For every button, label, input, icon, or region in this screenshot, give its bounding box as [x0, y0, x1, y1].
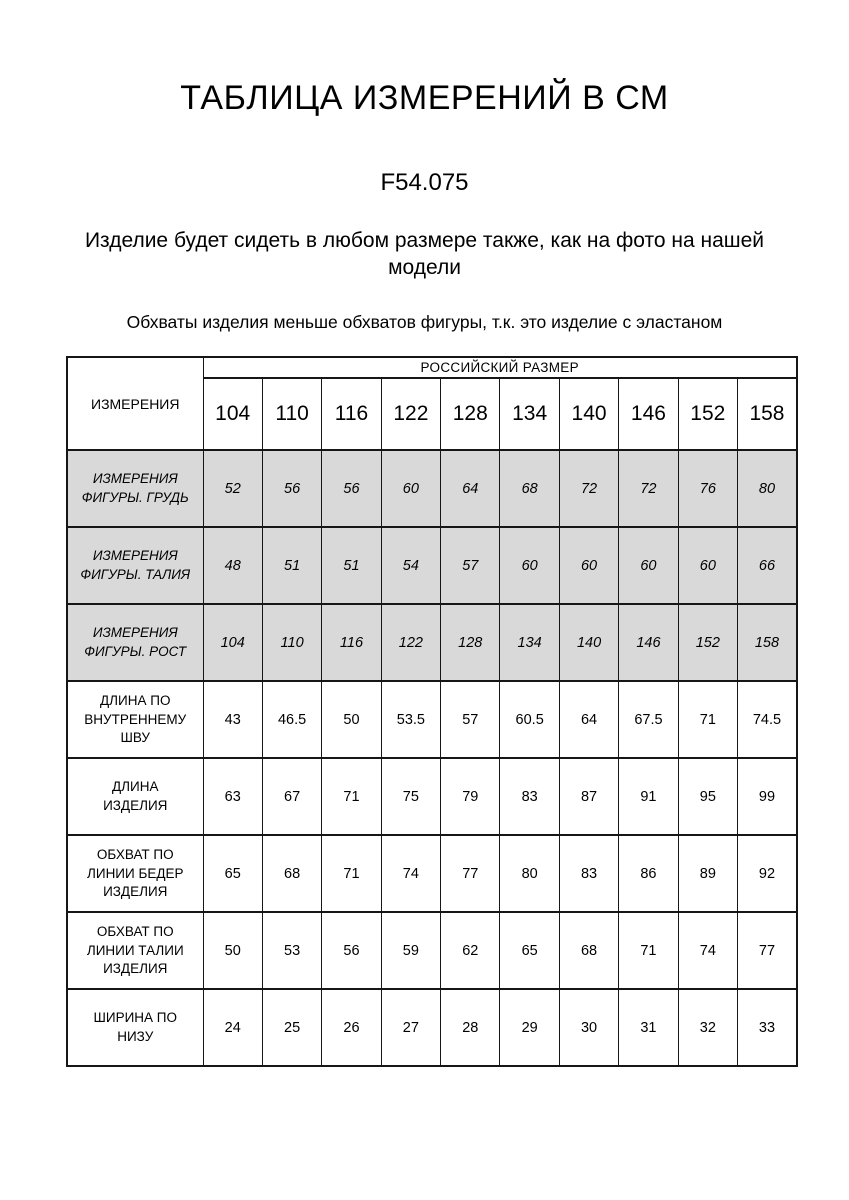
cell-value: 29	[500, 989, 559, 1066]
measurements-table	[66, 356, 798, 1067]
cell-value: 50	[203, 912, 262, 989]
cell-value: 33	[738, 989, 797, 1066]
cell-value: 89	[678, 835, 737, 912]
cell-value: 62	[441, 912, 500, 989]
cell-value: 59	[381, 912, 440, 989]
measurements-corner-header: ИЗМЕРЕНИЯ	[67, 357, 203, 450]
table-row	[67, 604, 797, 681]
row-label: ИЗМЕРЕНИЯ ФИГУРЫ. РОСТ	[67, 604, 203, 681]
cell-value: 25	[262, 989, 321, 1066]
cell-value: 53	[262, 912, 321, 989]
row-label: ДЛИНА ПО ВНУТРЕННЕМУ ШВУ	[67, 681, 203, 758]
cell-value: 60	[559, 527, 618, 604]
cell-value: 140	[559, 604, 618, 681]
cell-value: 63	[203, 758, 262, 835]
cell-value: 71	[619, 912, 678, 989]
size-header: 104	[203, 378, 262, 450]
cell-value: 68	[559, 912, 618, 989]
cell-value: 76	[678, 450, 737, 527]
cell-value: 83	[559, 835, 618, 912]
cell-value: 52	[203, 450, 262, 527]
cell-value: 146	[619, 604, 678, 681]
cell-value: 71	[678, 681, 737, 758]
page-title: ТАБЛИЦА ИЗМЕРЕНИЙ В СМ	[180, 79, 669, 117]
size-header: 152	[678, 378, 737, 450]
cell-value: 83	[500, 758, 559, 835]
cell-value: 87	[559, 758, 618, 835]
cell-value: 46.5	[262, 681, 321, 758]
cell-value: 152	[678, 604, 737, 681]
cell-value: 54	[381, 527, 440, 604]
cell-value: 66	[738, 527, 797, 604]
cell-value: 95	[678, 758, 737, 835]
table-row	[67, 835, 797, 912]
row-label: ШИРИНА ПО НИЗУ	[67, 989, 203, 1066]
cell-value: 122	[381, 604, 440, 681]
cell-value: 56	[262, 450, 321, 527]
cell-value: 51	[322, 527, 381, 604]
cell-value: 65	[500, 912, 559, 989]
table-row	[67, 989, 797, 1066]
cell-value: 56	[322, 912, 381, 989]
cell-value: 28	[441, 989, 500, 1066]
cell-value: 67.5	[619, 681, 678, 758]
cell-value: 31	[619, 989, 678, 1066]
fit-note: Изделие будет сидеть в любом размере также, как на фото на нашей модели	[84, 228, 765, 280]
cell-value: 60.5	[500, 681, 559, 758]
cell-value: 86	[619, 835, 678, 912]
cell-value: 71	[322, 835, 381, 912]
cell-value: 77	[738, 912, 797, 989]
cell-value: 60	[381, 450, 440, 527]
cell-value: 24	[203, 989, 262, 1066]
cell-value: 56	[322, 450, 381, 527]
size-header: 122	[381, 378, 440, 450]
table-row	[67, 912, 797, 989]
row-label: ОБХВАТ ПО ЛИНИИ ТАЛИИ ИЗДЕЛИЯ	[67, 912, 203, 989]
cell-value: 104	[203, 604, 262, 681]
cell-value: 67	[262, 758, 321, 835]
cell-value: 51	[262, 527, 321, 604]
cell-value: 71	[322, 758, 381, 835]
russian-size-header: РОССИЙСКИЙ РАЗМЕР	[203, 357, 797, 378]
cell-value: 64	[559, 681, 618, 758]
cell-value: 110	[262, 604, 321, 681]
size-header: 128	[441, 378, 500, 450]
cell-value: 68	[500, 450, 559, 527]
row-label: ИЗМЕРЕНИЯ ФИГУРЫ. ТАЛИЯ	[67, 527, 203, 604]
cell-value: 57	[441, 527, 500, 604]
cell-value: 26	[322, 989, 381, 1066]
size-header: 116	[322, 378, 381, 450]
size-header: 146	[619, 378, 678, 450]
cell-value: 48	[203, 527, 262, 604]
elastane-note: Обхваты изделия меньше обхватов фигуры, т.к. это изделие с эластаном	[126, 312, 723, 333]
cell-value: 27	[381, 989, 440, 1066]
cell-value: 77	[441, 835, 500, 912]
cell-value: 72	[619, 450, 678, 527]
size-header: 134	[500, 378, 559, 450]
cell-value: 68	[262, 835, 321, 912]
size-header: 140	[559, 378, 618, 450]
cell-value: 57	[441, 681, 500, 758]
cell-value: 74	[678, 912, 737, 989]
table-row	[67, 527, 797, 604]
cell-value: 43	[203, 681, 262, 758]
cell-value: 50	[322, 681, 381, 758]
table-row	[67, 758, 797, 835]
cell-value: 74.5	[738, 681, 797, 758]
cell-value: 60	[678, 527, 737, 604]
cell-value: 30	[559, 989, 618, 1066]
cell-value: 75	[381, 758, 440, 835]
cell-value: 79	[441, 758, 500, 835]
cell-value: 158	[738, 604, 797, 681]
cell-value: 60	[619, 527, 678, 604]
size-header: 110	[262, 378, 321, 450]
cell-value: 65	[203, 835, 262, 912]
cell-value: 64	[441, 450, 500, 527]
cell-value: 92	[738, 835, 797, 912]
cell-value: 128	[441, 604, 500, 681]
cell-value: 72	[559, 450, 618, 527]
row-label: ИЗМЕРЕНИЯ ФИГУРЫ. ГРУДЬ	[67, 450, 203, 527]
cell-value: 134	[500, 604, 559, 681]
size-header: 158	[738, 378, 797, 450]
row-label: ОБХВАТ ПО ЛИНИИ БЕДЕР ИЗДЕЛИЯ	[67, 835, 203, 912]
cell-value: 74	[381, 835, 440, 912]
cell-value: 53.5	[381, 681, 440, 758]
row-label: ДЛИНА ИЗДЕЛИЯ	[67, 758, 203, 835]
cell-value: 91	[619, 758, 678, 835]
cell-value: 60	[500, 527, 559, 604]
cell-value: 32	[678, 989, 737, 1066]
cell-value: 99	[738, 758, 797, 835]
cell-value: 80	[500, 835, 559, 912]
product-code: F54.075	[380, 168, 469, 196]
table-row	[67, 450, 797, 527]
cell-value: 80	[738, 450, 797, 527]
table-row	[67, 681, 797, 758]
cell-value: 116	[322, 604, 381, 681]
group-header-row	[67, 357, 797, 378]
